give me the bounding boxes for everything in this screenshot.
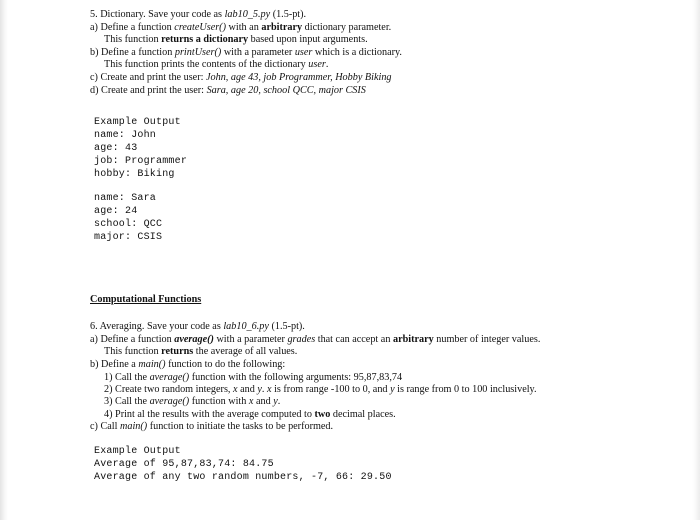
section5-item-d: d) Create and print the user: Sara, age 20, school QCC, major CSIS — [90, 85, 366, 96]
section6-step-1: 1) Call the average() function with the following arguments: 95,87,83,74 — [104, 372, 403, 383]
section6-item-a: a) Define a function average() with a parameter grades that can accept an arbitrary number of integer values. — [90, 334, 541, 345]
example1-line: name: John — [94, 130, 157, 141]
example1-line: school: QCC — [94, 219, 163, 230]
example1-line: hobby: Biking — [94, 169, 175, 180]
example1-line: name: Sara — [94, 193, 157, 204]
example1-line: major: CSIS — [94, 232, 163, 243]
page-left-edge-shadow — [0, 0, 8, 520]
section6-step-4: 4) Print al the results with the average computed to two decimal places. — [104, 409, 396, 420]
section6-step-3: 3) Call the average() function with x and y. — [104, 396, 281, 407]
section6-item-a-detail: This function returns the average of all values. — [104, 346, 298, 357]
example2-header: Example Output — [94, 446, 181, 457]
example1-line: job: Programmer — [94, 156, 188, 167]
section5-item-c: c) Create and print the user: John, age 43, job Programmer, Hobby Biking — [90, 72, 392, 83]
section6-step-2: 2) Create two random integers, x and y. x is from range -100 to 0, and y is range from 0 to 100 inclusively. — [104, 384, 537, 395]
section5-item-b: b) Define a function printUser() with a parameter user which is a dictionary. — [90, 47, 402, 58]
section6-item-b: b) Define a main() function to do the following: — [90, 359, 286, 370]
page-right-edge-shadow — [692, 0, 700, 520]
example2-line: Average of any two random numbers, -7, 66: 29.50 — [94, 472, 392, 483]
section5-item-b-detail: This function prints the contents of the dictionary user. — [104, 59, 329, 70]
section5-title: 5. Dictionary. Save your code as lab10_5.py (1.5-pt). — [90, 9, 307, 20]
section6-item-c: c) Call main() function to initiate the tasks to be performed. — [90, 421, 334, 432]
example1-line: age: 43 — [94, 143, 138, 154]
example1-line: age: 24 — [94, 206, 138, 217]
section-heading: Computational Functions — [90, 294, 202, 305]
section5-item-a-detail: This function returns a dictionary based upon input arguments. — [104, 34, 368, 45]
section5-item-a: a) Define a function createUser() with an arbitrary dictionary parameter. — [90, 22, 392, 33]
example1-header: Example Output — [94, 117, 181, 128]
example2-line: Average of 95,87,83,74: 84.75 — [94, 459, 274, 470]
section6-title: 6. Averaging. Save your code as lab10_6.py (1.5-pt). — [90, 321, 305, 332]
